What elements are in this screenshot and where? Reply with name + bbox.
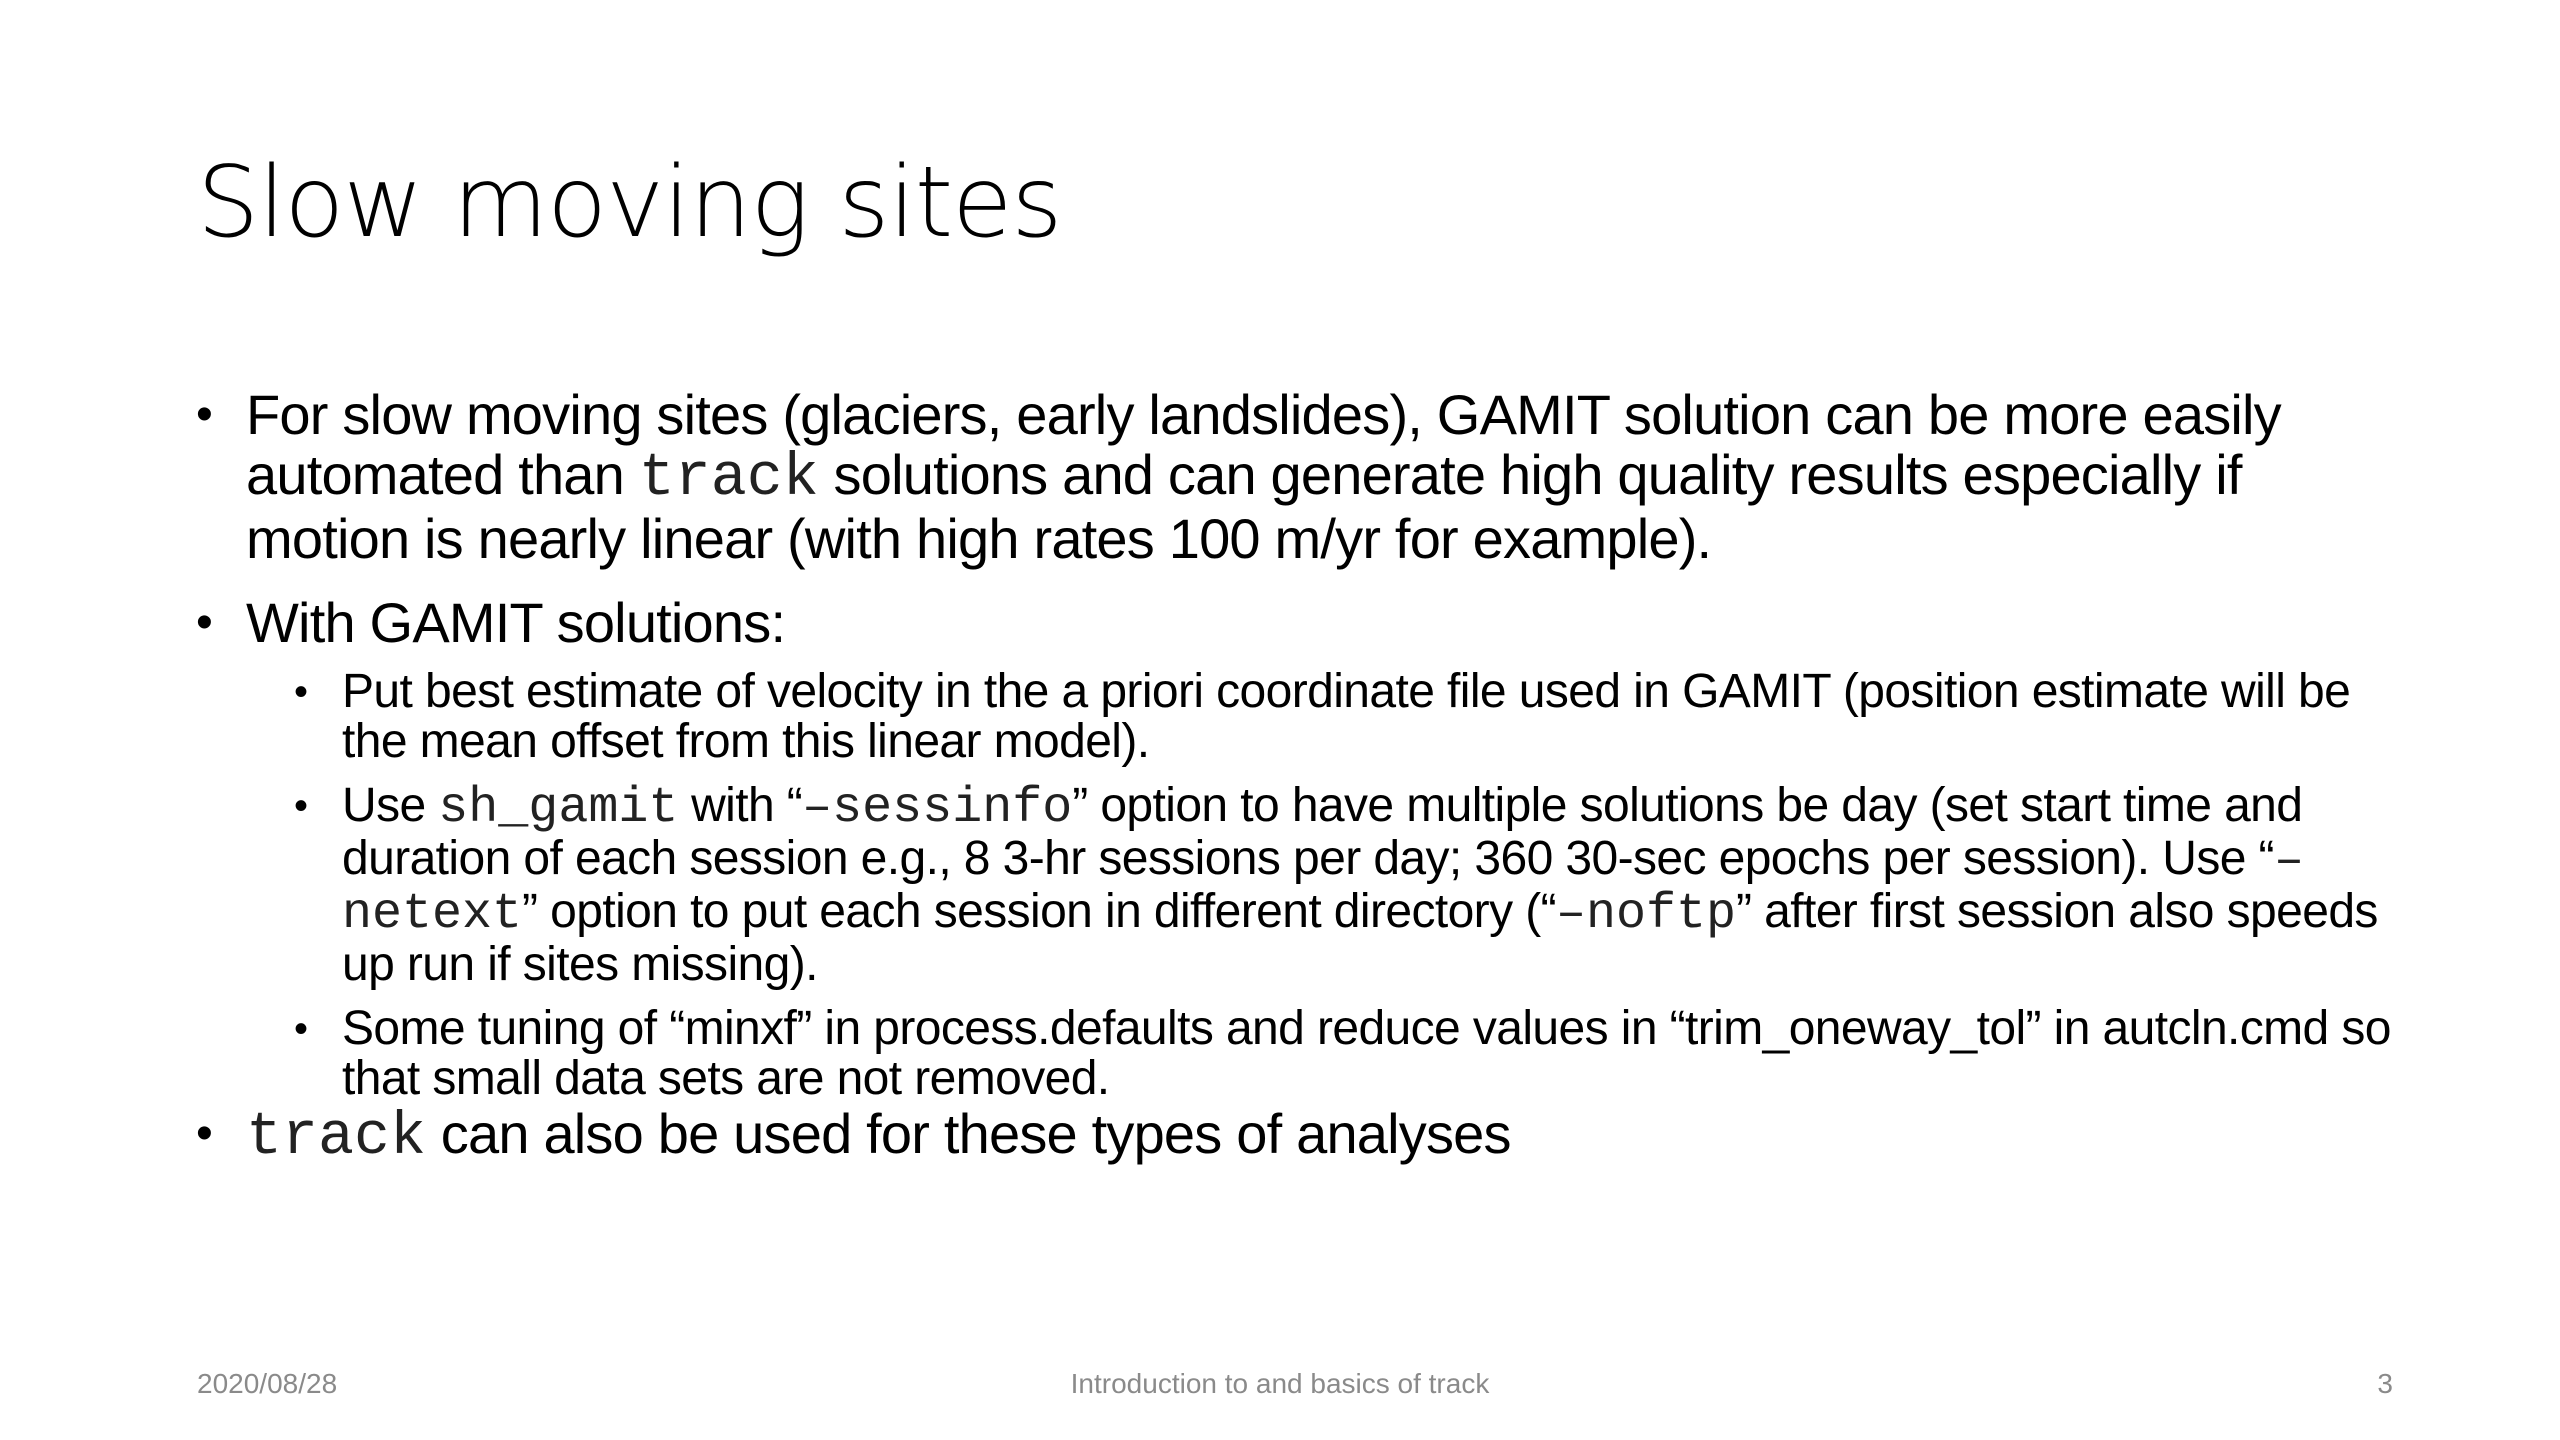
footer-title: Introduction to and basics of track bbox=[1070, 1368, 1490, 1399]
sub-bullet-text: Put best estimate of velocity in the a priori coordinate file used in GAMIT (position estimate will be the mean offset from this linear model). bbox=[342, 665, 2351, 768]
slide-title: Slow moving sites bbox=[197, 146, 1062, 260]
slide-content bbox=[190, 383, 2410, 1172]
bullet-text: With GAMIT solutions: bbox=[246, 591, 786, 654]
bullet-text: solutions and can generate high quality results especially if motion is nearly linear (with high rates 100 m/yr for example). bbox=[246, 443, 2242, 570]
bullet-gamit-solutions bbox=[190, 593, 2410, 653]
code-sh-gamit: sh_gamit bbox=[438, 780, 679, 837]
bullet-icon: • bbox=[294, 784, 308, 828]
code-noftp: –noftp bbox=[1555, 886, 1736, 943]
footer-date: 2020/08/28 bbox=[197, 1368, 338, 1399]
sub-bullet-text: Some tuning of “minxf” in process.defaults and reduce values in “trim_oneway_tol” in autcln.cmd so that small data sets are not removed. bbox=[342, 1002, 2391, 1105]
code-track: track bbox=[246, 1104, 427, 1172]
code-track: track bbox=[638, 445, 819, 513]
bullet-icon: • bbox=[196, 596, 213, 649]
sub-bullet-text: with “ bbox=[678, 779, 803, 832]
bullet-icon: • bbox=[294, 1007, 308, 1051]
bullet-icon: • bbox=[196, 1107, 213, 1160]
code-netext: –netext bbox=[342, 833, 2304, 943]
slide-number: 3 bbox=[2377, 1368, 2393, 1399]
sub-bullet-text: ” option to put each session in different directory (“ bbox=[522, 885, 1556, 938]
bullet-icon: • bbox=[294, 670, 308, 714]
bullet-text: For slow moving sites (glaciers, early landslides), GAMIT solution can be more easily automated than bbox=[246, 383, 2281, 506]
sub-bullet-sh-gamit bbox=[190, 781, 2410, 990]
bullet-track-analyses bbox=[190, 1102, 2410, 1172]
sub-bullet-text: ” after first session also speeds up run if sites missing). bbox=[342, 885, 2378, 991]
sub-bullet-text: ” option to have multiple solutions be day (set start time and duration of each session e.g., 8 3-hr sessions per day; 360 30-sec epochs per session). Use “ bbox=[342, 779, 2303, 885]
bullet-text: can also be used for these types of analyses bbox=[426, 1102, 1511, 1165]
bullet-slow-moving-sites bbox=[190, 385, 2410, 569]
bullet-icon: • bbox=[196, 388, 213, 441]
sub-bullet-velocity bbox=[190, 667, 2410, 767]
code-sessinfo: –sessinfo bbox=[802, 780, 1073, 837]
sub-bullet-text: Use bbox=[342, 779, 439, 832]
sub-bullet-list bbox=[190, 667, 2410, 1104]
sub-bullet-tuning bbox=[190, 1004, 2410, 1104]
